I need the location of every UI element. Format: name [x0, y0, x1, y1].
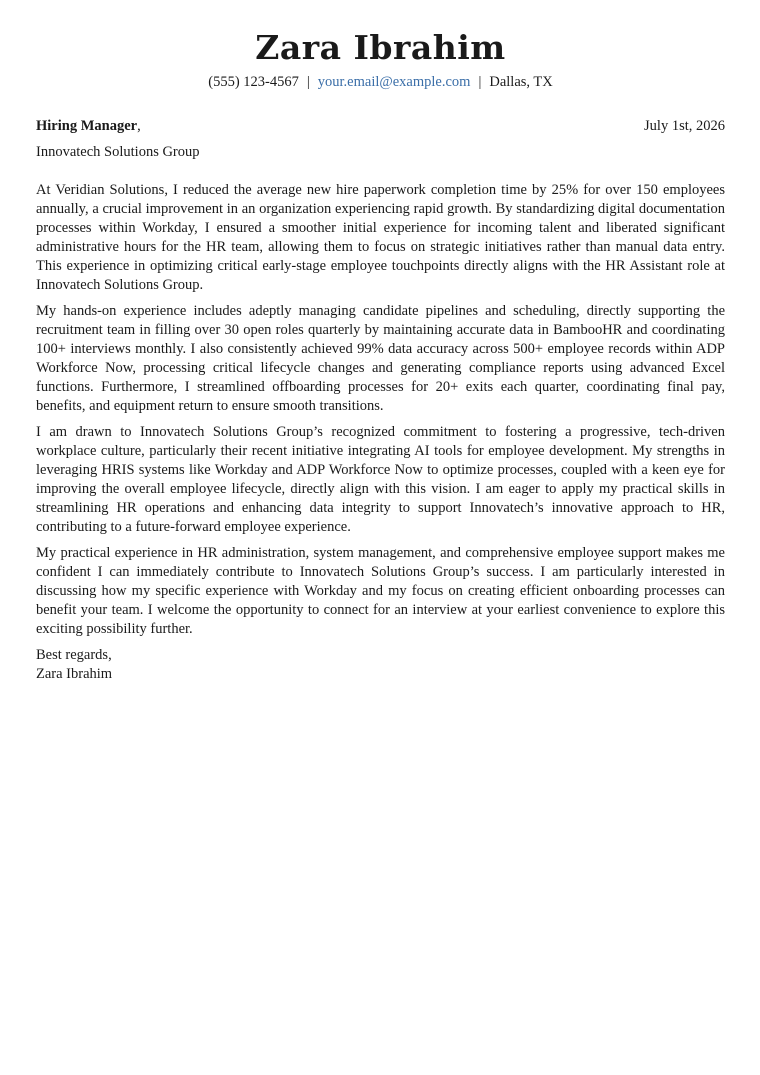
body-paragraph-2: My hands-on experience includes adeptly managing candidate pipelines and scheduling, directly supporting the recruitment team in filling over 30 open roles quarterly by maintaining accurate data in BambooHR and coordinating 100+ interviews monthly. I also consistently achieved 99% data accuracy across 500+ employee records within ADP Workforce Now, processing critical lifecycle changes and generating compliance reports using advanced Excel functions. Furthermore, I streamlined offboarding processes for 20+ exits each quarter, coordinating final pay, benefits, and equipment return to ensure smooth transitions.: [36, 303, 725, 414]
location: Dallas, TX: [489, 74, 553, 90]
contact-separator: |: [306, 74, 310, 90]
contact-separator: |: [478, 74, 482, 90]
cover-letter: [36, 26, 725, 684]
applicant-name: Zara Ibrahim: [255, 28, 506, 67]
body-paragraph-4: My practical experience in HR administration, system management, and comprehensive employee support makes me confident I can immediately contribute to Innovatech Solutions Group’s success. I am particularly interested in discussing how my specific experience with Workday and my focus on creating efficient onboarding processes can benefit your team. I welcome the opportunity to connect for an interview at your earliest convenience to explore this exciting possibility further.: [36, 545, 725, 637]
signature-name: Zara Ibrahim: [36, 666, 113, 682]
recipient-greeting: [36, 116, 141, 136]
recipient-row: [36, 116, 725, 136]
sign-off: Best regards,: [36, 647, 112, 663]
email-link[interactable]: your.email@example.com: [317, 74, 471, 90]
recipient-title: Hiring Manager: [36, 118, 138, 134]
body-paragraph-1: At Veridian Solutions, I reduced the average new hire paperwork completion time by 25% for over 150 employees annually, a crucial improvement in an organization experiencing rapid growth. By standardizing digital documentation processes within Workday, I ensured a smoother initial experience for incoming talent and liberated significant administrative hours for the HR team, allowing them to focus on strategic initiatives rather than manual data entry. This experience in optimizing critical early-stage employee touchpoints directly aligns with the HR Assistant role at Innovatech Solutions Group.: [36, 182, 725, 293]
contact-line: [36, 72, 725, 92]
phone-number: (555) 123-4567: [208, 74, 299, 90]
letter-body: [36, 181, 725, 639]
body-paragraph-3: I am drawn to Innovatech Solutions Group’s recognized commitment to fostering a progressive, tech-driven workplace culture, particularly their recent initiative integrating AI tools for employee development. My strengths in leveraging HRIS systems like Workday and ADP Workforce Now to optimize processes, coupled with a keen eye for improving the overall employee lifecycle, directly align with this vision. I am eager to apply my practical skills in streamlining HR operations and enhancing data integrity to support Innovatech’s innovative approach to HR, contributing to a future-forward employee experience.: [36, 424, 725, 535]
letter-closing: [36, 646, 725, 684]
recipient-comma: ,: [137, 118, 141, 134]
letter-date: July 1st, 2026: [644, 118, 725, 134]
recipient-company: Innovatech Solutions Group: [36, 144, 200, 160]
